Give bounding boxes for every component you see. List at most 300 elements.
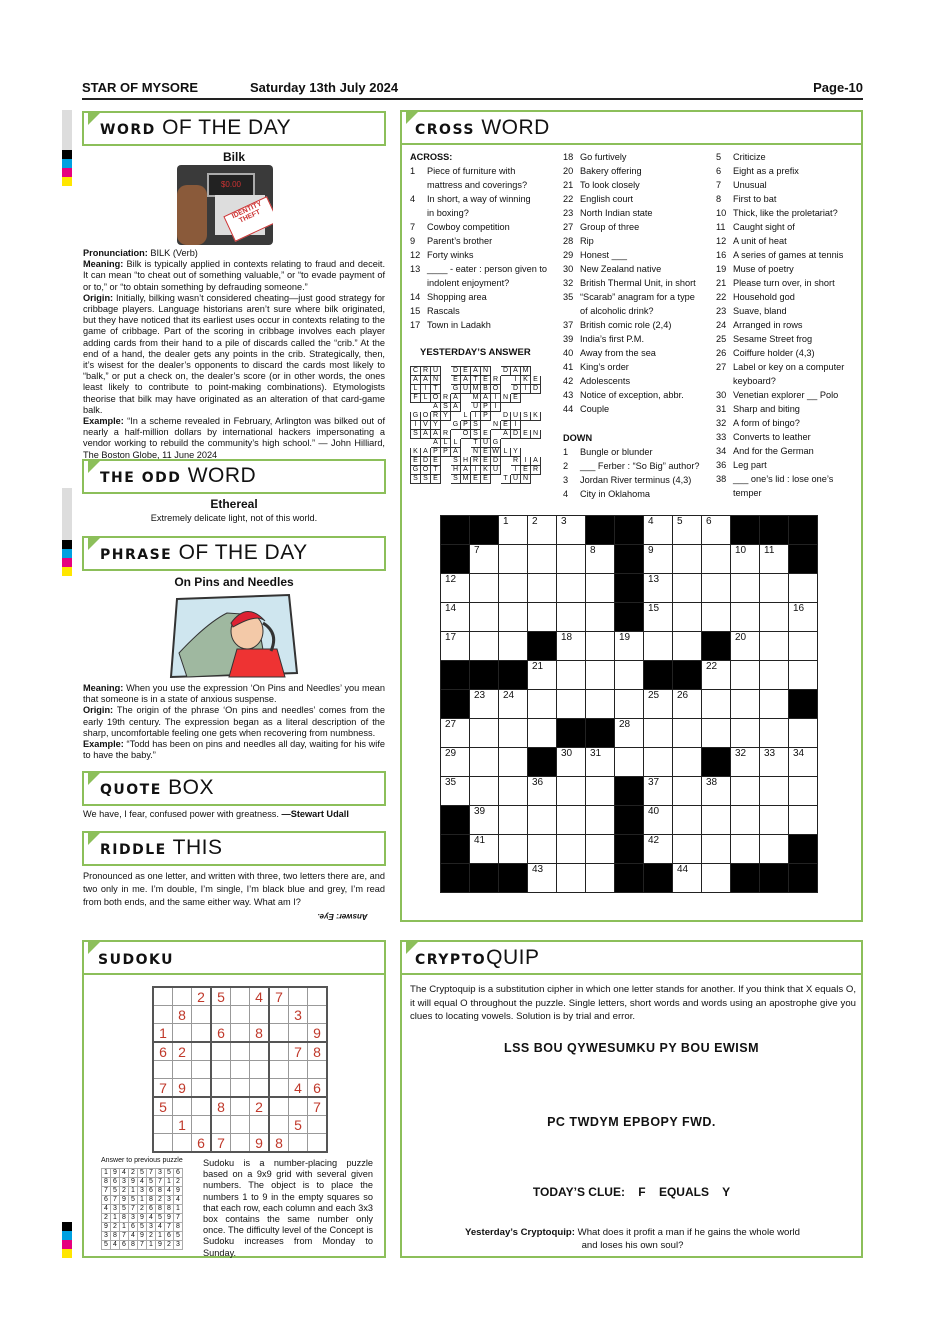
sudoku-cell[interactable]: 9 (173, 1079, 192, 1098)
sudoku-cell[interactable] (192, 1042, 212, 1061)
sudoku-cell[interactable]: 7 (211, 1134, 231, 1153)
crossword-cell[interactable] (528, 574, 557, 603)
sudoku-cell[interactable]: 5 (211, 987, 231, 1006)
sudoku-cell[interactable]: 9 (308, 1024, 328, 1043)
sudoku-cell[interactable] (269, 1024, 289, 1043)
crossword-cell[interactable] (673, 748, 702, 777)
crossword-cell[interactable] (644, 574, 673, 603)
clue (410, 192, 560, 206)
sudoku-cell[interactable]: 4 (289, 1079, 308, 1098)
answer-cell: N (501, 394, 511, 403)
crossword-cell[interactable] (499, 806, 528, 835)
crossword-cell[interactable] (789, 719, 818, 748)
crossword-cell[interactable] (760, 806, 789, 835)
sudoku-cell[interactable] (153, 1134, 173, 1153)
clue-number: 27 (716, 362, 727, 372)
sudoku-cell[interactable] (173, 1024, 192, 1043)
crossword-cell[interactable] (702, 806, 731, 835)
crossword-cell[interactable] (731, 603, 760, 632)
sudoku-cell[interactable]: 2 (250, 1097, 270, 1116)
crossword-cell[interactable] (760, 835, 789, 864)
crossword-cell[interactable] (760, 603, 789, 632)
crossword-cell[interactable] (644, 603, 673, 632)
answer-cell: Y (511, 448, 521, 457)
crossword-cell[interactable] (586, 661, 615, 690)
answer-cell: T (501, 475, 511, 484)
crossword-cell[interactable] (615, 632, 644, 661)
answer-cell: L (421, 394, 431, 403)
clue-text: mattress and coverings? (427, 180, 528, 190)
sudoku-cell[interactable] (269, 1097, 289, 1116)
answer-cell: D (491, 457, 501, 466)
sudoku-cell[interactable] (192, 1006, 212, 1024)
crossword-cell[interactable] (557, 690, 586, 719)
answer-cell: I (511, 466, 521, 475)
clue-number: 28 (563, 236, 574, 246)
crossword-cell[interactable] (499, 777, 528, 806)
crossword-cell[interactable] (528, 545, 557, 574)
clue-text: Venetian explorer __ Polo (733, 390, 839, 400)
sudoku-cell[interactable]: 8 (250, 1024, 270, 1043)
sudoku-cell[interactable] (308, 1116, 328, 1134)
crossword-cell[interactable] (586, 777, 615, 806)
sudoku-cell[interactable]: 6 (308, 1079, 328, 1098)
crossword-cell[interactable] (528, 806, 557, 835)
blank-cell (441, 466, 451, 475)
crossword-cell[interactable] (615, 661, 644, 690)
crossword-cell[interactable] (586, 806, 615, 835)
sudoku-cell[interactable]: 8 (173, 1006, 192, 1024)
crossword-cell[interactable] (731, 719, 760, 748)
clue-number: 30 (716, 390, 727, 400)
clue-text: Coiffure holder (4,3) (733, 348, 815, 358)
crossword-cell[interactable] (731, 690, 760, 719)
sudoku-cell[interactable]: 3 (289, 1006, 308, 1024)
sudoku-cell[interactable]: 7 (153, 1079, 173, 1098)
crossword-cell[interactable] (644, 777, 673, 806)
crossword-cell[interactable] (528, 777, 557, 806)
sudoku-cell[interactable]: 5 (153, 1097, 173, 1116)
sudoku-cell[interactable] (250, 1042, 270, 1061)
crossword-cell[interactable] (557, 603, 586, 632)
sudoku-cell[interactable]: 2 (173, 1042, 192, 1061)
answer-cell: 3 (102, 1232, 111, 1241)
crossword-cell[interactable] (731, 632, 760, 661)
sudoku-cell[interactable] (289, 1024, 308, 1043)
crossword-cell[interactable] (702, 545, 731, 574)
answer-cell: 6 (165, 1232, 174, 1241)
clue (716, 262, 861, 276)
sudoku-cell[interactable] (308, 1006, 328, 1024)
crossword-cell[interactable] (499, 545, 528, 574)
sudoku-cell[interactable] (289, 1061, 308, 1079)
crossword-cell[interactable] (644, 632, 673, 661)
sudoku-cell[interactable]: 6 (192, 1134, 212, 1153)
cell-number: 16 (793, 603, 805, 614)
crossword-cell[interactable] (731, 574, 760, 603)
sudoku-cell[interactable] (269, 1006, 289, 1024)
crossword-cell[interactable] (499, 690, 528, 719)
crossword-cell[interactable] (586, 545, 615, 574)
sudoku-cell[interactable] (231, 1079, 250, 1098)
sudoku-cell[interactable]: 1 (173, 1116, 192, 1134)
crossword-cell[interactable] (673, 777, 702, 806)
sudoku-cell[interactable] (192, 1116, 212, 1134)
crossword-cell[interactable] (644, 545, 673, 574)
black-cell (470, 516, 499, 545)
crossword-cell[interactable] (470, 835, 499, 864)
crossword-cell[interactable] (441, 574, 470, 603)
clue-text: Leg part (733, 460, 767, 470)
sudoku-cell[interactable] (192, 1079, 212, 1098)
sudoku-cell[interactable]: 8 (308, 1042, 328, 1061)
sudoku-cell[interactable] (211, 1116, 231, 1134)
sudoku-cell[interactable]: 1 (153, 1024, 173, 1043)
crossword-cell[interactable] (528, 516, 557, 545)
sudoku-cell[interactable] (173, 1134, 192, 1153)
crossword-cell[interactable] (702, 719, 731, 748)
crossword-cell[interactable] (760, 690, 789, 719)
crossword-cell[interactable] (702, 690, 731, 719)
crossword-cell[interactable] (470, 690, 499, 719)
sudoku-cell[interactable]: 7 (289, 1042, 308, 1061)
answer-cell: 3 (111, 1205, 120, 1214)
sudoku-cell[interactable]: 2 (192, 987, 212, 1006)
crossword-cell[interactable] (557, 806, 586, 835)
crossword-cell[interactable] (586, 835, 615, 864)
crossword-cell[interactable] (644, 516, 673, 545)
sudoku-cell[interactable] (308, 987, 328, 1006)
answer-cell: L (411, 385, 421, 394)
crossword-cell[interactable] (528, 661, 557, 690)
crossword-cell[interactable] (760, 777, 789, 806)
crossword-cell[interactable] (470, 632, 499, 661)
blank-cell (491, 430, 501, 439)
crossword-cell[interactable] (760, 719, 789, 748)
clue (563, 388, 715, 402)
clue-number: 3 (563, 475, 569, 485)
crossword-cell[interactable] (702, 864, 731, 893)
crossword-cell[interactable] (528, 864, 557, 893)
sudoku-cell[interactable] (211, 1061, 231, 1079)
sudoku-title: SUDOKU (98, 952, 174, 968)
crossword-cell[interactable] (499, 603, 528, 632)
crossword-cell[interactable] (586, 603, 615, 632)
crossword-cell[interactable] (499, 632, 528, 661)
sudoku-cell[interactable] (289, 1097, 308, 1116)
crossword-cell[interactable] (789, 603, 818, 632)
answer-cell: D (501, 367, 511, 376)
crossword-cell[interactable] (644, 748, 673, 777)
crossword-cell[interactable] (789, 574, 818, 603)
sudoku-cell[interactable] (173, 1061, 192, 1079)
crossword-cell[interactable] (615, 690, 644, 719)
crossword-cell[interactable] (673, 574, 702, 603)
answer-cell: E (501, 421, 511, 430)
crossword-cell[interactable] (557, 632, 586, 661)
answer-cell: N (531, 430, 541, 439)
margin-bar (62, 110, 72, 150)
sudoku-cell[interactable] (231, 1097, 250, 1116)
sudoku-cell[interactable] (231, 1134, 250, 1153)
crossword-cell[interactable] (470, 574, 499, 603)
sudoku-cell[interactable]: 5 (289, 1116, 308, 1134)
crossword-cell[interactable] (586, 632, 615, 661)
answer-cell: 6 (147, 1187, 156, 1196)
blank-cell (441, 385, 451, 394)
sudoku-cell[interactable] (308, 1061, 328, 1079)
crossword-cell[interactable] (586, 748, 615, 777)
clue-text: City in Oklahoma (580, 489, 650, 499)
crossword-cell[interactable] (731, 777, 760, 806)
paper-name: STAR OF MYSORE (82, 80, 199, 95)
sudoku-cell[interactable] (269, 1116, 289, 1134)
blank-cell (531, 475, 541, 484)
crossword-cell[interactable] (789, 632, 818, 661)
sudoku-cell[interactable]: 6 (211, 1024, 231, 1043)
sudoku-cell[interactable] (231, 1061, 250, 1079)
sudoku-cell[interactable] (250, 1079, 270, 1098)
crossword-cell[interactable] (499, 574, 528, 603)
cell-number: 17 (445, 632, 457, 643)
crossword-cell[interactable] (644, 719, 673, 748)
answer-cell: 9 (156, 1241, 165, 1250)
crossword-cell[interactable] (470, 603, 499, 632)
sudoku-cell[interactable] (231, 987, 250, 1006)
black-cell (644, 864, 673, 893)
crossword-cell[interactable] (702, 835, 731, 864)
crossword-cell[interactable] (470, 777, 499, 806)
answer-cell: 4 (120, 1169, 129, 1178)
sudoku-cell[interactable] (211, 1042, 231, 1061)
sudoku-cell[interactable] (269, 1042, 289, 1061)
answer-cell: A (501, 430, 511, 439)
cell-number: 31 (590, 748, 602, 759)
answer-cell: 3 (120, 1178, 129, 1187)
answer-cell: A (461, 466, 471, 475)
crossword-cell[interactable] (731, 545, 760, 574)
crossword-cell[interactable] (441, 603, 470, 632)
answer-cell: 1 (129, 1187, 138, 1196)
clue (563, 318, 715, 332)
crossword-cell[interactable] (528, 603, 557, 632)
black-cell (760, 864, 789, 893)
crossword-cell[interactable] (528, 835, 557, 864)
crossword-cell[interactable] (499, 835, 528, 864)
crossword-cell[interactable] (615, 748, 644, 777)
crossword-cell[interactable] (760, 661, 789, 690)
sudoku-cell[interactable]: 7 (269, 987, 289, 1006)
crossword-cell[interactable] (441, 748, 470, 777)
black-cell (441, 661, 470, 690)
crossword-cell[interactable] (470, 545, 499, 574)
crossword-cell[interactable] (702, 777, 731, 806)
answer-cell: D (451, 367, 461, 376)
crossword-cell[interactable] (644, 835, 673, 864)
black-cell (586, 719, 615, 748)
cryptoquip-intro: The Cryptoquip is a substitution cipher in which one letter stands for another. If you think that X equals O, it will equal O throughout the puzzle. Single letters, short words and words using an apostrophe give you clues to locating vowels. Solution is by trial and error. (410, 984, 856, 1022)
sudoku-cell[interactable] (231, 1116, 250, 1134)
sudoku-cell[interactable] (231, 1006, 250, 1024)
crossword-cell[interactable] (499, 719, 528, 748)
answer-cell: 3 (174, 1241, 183, 1250)
crossword-cell[interactable] (470, 748, 499, 777)
sudoku-cell[interactable] (269, 1061, 289, 1079)
crossword-cell[interactable] (760, 748, 789, 777)
answer-cell: 9 (138, 1232, 147, 1241)
crossword-cell[interactable] (470, 806, 499, 835)
sudoku-cell[interactable] (211, 1079, 231, 1098)
cell-number: 22 (706, 661, 718, 672)
crossword-cell[interactable] (441, 719, 470, 748)
crossword-cell[interactable] (557, 748, 586, 777)
crossword-cell[interactable] (789, 661, 818, 690)
answer-cell: A (431, 439, 441, 448)
crossword-cell[interactable] (731, 806, 760, 835)
cell-number: 34 (793, 748, 805, 759)
crossword-cell[interactable] (441, 777, 470, 806)
phrase-body: Meaning: When you use the expression ‘On Pins and Needles’ you mean that someone is in a state of anxious suspense. Origin: The origin of the phrase ‘On pins and needles’ comes from the early 19th century. The expression began as a literal description of the sharp, uncomfortable feeling one gets when recovering from numbness. Example: “Todd has been on pins and needles all day, waiting for his wife to have the baby.” (83, 683, 385, 761)
answer-cell: S (441, 403, 451, 412)
crossword-cell[interactable] (702, 574, 731, 603)
crossword-cell[interactable] (673, 864, 702, 893)
answer-cell: 7 (174, 1214, 183, 1223)
black-cell (441, 690, 470, 719)
page-header (82, 80, 863, 100)
crossword-cell[interactable] (702, 603, 731, 632)
word-of-day-word: Bilk (222, 150, 245, 164)
crossword-cell[interactable] (586, 864, 615, 893)
sudoku-cell[interactable] (250, 1116, 270, 1134)
crossword-cell[interactable] (673, 516, 702, 545)
clue-text: To look closely (580, 180, 640, 190)
riddle-text: Pronounced as one letter, and written with three, two letters there are, and two only in me. I’m double, I’m single, I’m black blue and grey, I’m read from both ends, and the same either way. What am I? (83, 871, 385, 907)
sudoku-cell[interactable]: 6 (153, 1042, 173, 1061)
crossword-cell[interactable] (760, 632, 789, 661)
crossword-cell[interactable] (557, 864, 586, 893)
sudoku-cell[interactable]: 9 (250, 1134, 270, 1153)
answer-cell: A (431, 430, 441, 439)
answer-cell: K (411, 448, 421, 457)
sudoku-cell[interactable] (153, 1006, 173, 1024)
sudoku-cell[interactable] (173, 1097, 192, 1116)
clue-text: Notice of exception, abbr. (580, 390, 684, 400)
crossword-cell[interactable] (557, 545, 586, 574)
crossword-cell[interactable] (557, 661, 586, 690)
crossword-cell[interactable] (731, 661, 760, 690)
sudoku-cell[interactable] (192, 1024, 212, 1043)
crossword-cell[interactable] (673, 690, 702, 719)
clue-text: Arranged in rows (733, 320, 803, 330)
answer-cell: I (471, 412, 481, 421)
cell-number: 44 (677, 864, 689, 875)
crossword-cell[interactable] (557, 516, 586, 545)
clue-number: 35 (563, 292, 574, 302)
crossword-cell[interactable] (789, 777, 818, 806)
sudoku-cell[interactable] (231, 1042, 250, 1061)
clue-text: of alcoholic drink? (580, 306, 654, 316)
answer-cell: 5 (111, 1187, 120, 1196)
crossword-cell[interactable] (586, 690, 615, 719)
sudoku-cell[interactable] (192, 1097, 212, 1116)
answer-cell: A (461, 376, 471, 385)
cryptoquip-line-1: LSS BOU QYWESUMKU PY BOU EWISM (503, 1041, 760, 1055)
crossword-cell[interactable] (731, 748, 760, 777)
sudoku-cell[interactable] (153, 987, 173, 1006)
sudoku-cell[interactable] (192, 1061, 212, 1079)
sudoku-cell[interactable] (173, 987, 192, 1006)
crossword-cell[interactable] (760, 574, 789, 603)
crossword-cell[interactable] (557, 574, 586, 603)
crossword-cell[interactable] (673, 603, 702, 632)
sudoku-cell[interactable] (289, 987, 308, 1006)
crossword-cell[interactable] (673, 719, 702, 748)
answer-cell: 1 (147, 1241, 156, 1250)
clue (410, 304, 560, 318)
crossword-cell[interactable] (557, 777, 586, 806)
clue (716, 374, 861, 388)
sudoku-cell[interactable] (250, 1006, 270, 1024)
answer-cell: R (441, 430, 451, 439)
crossword-cell[interactable] (673, 632, 702, 661)
clue (716, 486, 861, 500)
blank-cell (501, 385, 511, 394)
blank-cell (501, 457, 511, 466)
sudoku-cell[interactable] (308, 1134, 328, 1153)
sudoku-cell[interactable] (289, 1134, 308, 1153)
crossword-cell[interactable] (441, 632, 470, 661)
crossword-cell[interactable] (673, 806, 702, 835)
answer-cell: A (531, 457, 541, 466)
sudoku-cell[interactable]: 4 (250, 987, 270, 1006)
clue (563, 150, 715, 164)
crossword-cell[interactable] (673, 835, 702, 864)
sudoku-cell[interactable]: 7 (308, 1097, 328, 1116)
crossword-cell[interactable] (499, 516, 528, 545)
crossword-cell[interactable] (731, 835, 760, 864)
sudoku-cell[interactable] (231, 1024, 250, 1043)
sudoku-cell[interactable] (153, 1116, 173, 1134)
crossword-cell[interactable] (644, 806, 673, 835)
crossword-cell[interactable] (557, 835, 586, 864)
answer-cell: D (511, 430, 521, 439)
crossword-cell[interactable] (499, 748, 528, 777)
crossword-cell[interactable] (760, 545, 789, 574)
answer-cell: 9 (174, 1187, 183, 1196)
sudoku-cell[interactable]: 8 (211, 1097, 231, 1116)
crossword-cell[interactable] (702, 516, 731, 545)
sudoku-cell[interactable] (250, 1061, 270, 1079)
crossword-cell[interactable] (528, 719, 557, 748)
crossword-cell[interactable] (615, 719, 644, 748)
crossword-cell[interactable] (586, 574, 615, 603)
sudoku-cell[interactable] (211, 1006, 231, 1024)
crossword-cell[interactable] (644, 690, 673, 719)
sudoku-cell[interactable] (153, 1061, 173, 1079)
crossword-cell[interactable] (528, 690, 557, 719)
sudoku-cell[interactable]: 8 (269, 1134, 289, 1153)
crossword-cell[interactable] (702, 661, 731, 690)
clue-text: Away from the sea (580, 348, 656, 358)
crossword-cell[interactable] (789, 806, 818, 835)
clue (563, 473, 715, 487)
answer-cell: D (421, 457, 431, 466)
crossword-cell[interactable] (470, 719, 499, 748)
sudoku-cell[interactable] (269, 1079, 289, 1098)
crossword-cell[interactable] (789, 748, 818, 777)
crossword-cell[interactable] (673, 545, 702, 574)
answer-cell: I (511, 421, 521, 430)
